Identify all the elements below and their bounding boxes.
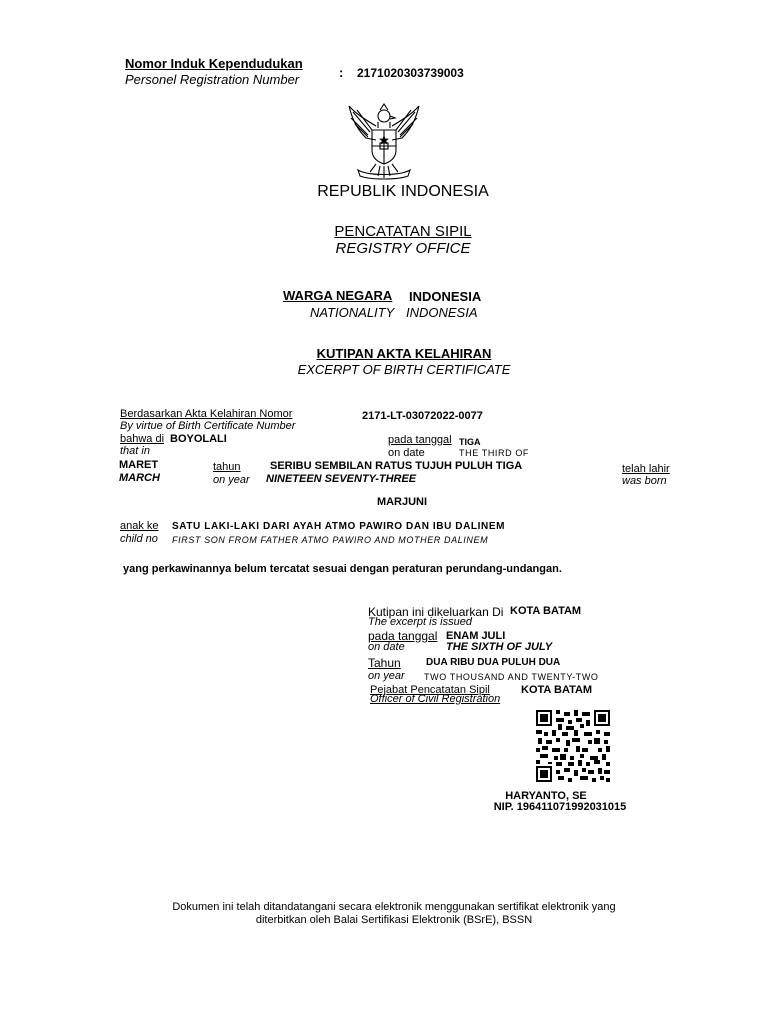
qr-code-icon[interactable]: [536, 710, 610, 782]
birth-month-en: MARCH: [119, 472, 160, 484]
document-title: KUTIPAN AKTA KELAHIRAN: [316, 346, 492, 361]
issue-date: ENAM JULI: [446, 630, 506, 642]
child-label: anak ke: [120, 520, 159, 532]
nik-label: Nomor Induk Kependudukan: [125, 56, 303, 71]
officer-name: HARYANTO, SE: [505, 790, 587, 802]
nationality-value-en: INDONESIA: [406, 305, 478, 320]
nationality-label-en: NATIONALITY: [310, 305, 395, 320]
place-label-en: that in: [120, 445, 150, 457]
office-title: PENCATATAN SIPIL: [334, 223, 472, 240]
footer-line-2: diterbitkan oleh Balai Sertifikasi Elektronik (BSrE), BSSN: [255, 914, 533, 926]
cert-number: 2171-LT-03072022-0077: [362, 410, 483, 422]
issue-year: DUA RIBU DUA PULUH DUA: [426, 657, 561, 668]
officer-label-en: Officer of Civil Registration: [370, 693, 501, 705]
birth-year: SERIBU SEMBILAN RATUS TUJUH PULUH TIGA: [270, 460, 523, 472]
country-title: REPUBLIK INDONESIA: [317, 183, 489, 200]
date-label-en: on date: [388, 447, 425, 459]
office-title-en: REGISTRY OFFICE: [335, 240, 471, 257]
nik-colon: :: [339, 65, 344, 80]
birth-year-en: NINETEEN SEVENTY-THREE: [266, 473, 417, 485]
garuda-emblem-icon: [346, 102, 422, 180]
issue-place: KOTA BATAM: [510, 605, 582, 617]
date-label: pada tanggal: [388, 434, 452, 446]
birth-day-en: THE THIRD OF: [459, 448, 530, 458]
child-name: MARJUNI: [376, 496, 428, 508]
marriage-note: yang perkawinannya belum tercatat sesuai dengan peraturan perundang-undangan.: [123, 563, 562, 575]
nik-value: 2171020303739003: [357, 66, 464, 80]
document-title-en: EXCERPT OF BIRTH CERTIFICATE: [297, 362, 511, 377]
issue-date-en: THE SIXTH OF JULY: [446, 641, 553, 653]
officer-place: KOTA BATAM: [521, 684, 593, 696]
issue-date-label-en: on date: [368, 641, 405, 653]
cert-number-label-en: By virtue of Birth Certificate Number: [120, 420, 296, 432]
officer-nip: NIP. 196411071992031015: [493, 801, 627, 813]
year-label-en: on year: [213, 474, 250, 486]
child-label-en: child no: [120, 533, 158, 545]
issue-date-label: pada tanggal: [368, 629, 438, 643]
birth-place: BOYOLALI: [170, 433, 227, 445]
officer-label: Pejabat Pencatatan Sipil: [370, 684, 490, 696]
nationality-label: WARGA NEGARA: [283, 288, 393, 303]
born-label: telah lahir: [622, 463, 670, 475]
issue-place-label-en: The excerpt is issued: [368, 616, 472, 628]
nationality-value: INDONESIA: [409, 289, 482, 304]
nik-label-en: Personel Registration Number: [125, 72, 300, 87]
birth-day: TIGA: [459, 437, 481, 447]
issue-year-label: Tahun: [368, 656, 401, 670]
child-desc: SATU LAKI-LAKI DARI AYAH ATMO PAWIRO DAN IBU DALINEM: [172, 521, 506, 532]
birth-month: MARET: [119, 459, 159, 471]
born-label-en: was born: [622, 475, 667, 487]
issue-year-label-en: on year: [368, 670, 405, 682]
year-label: tahun: [213, 461, 241, 473]
cert-number-label: Berdasarkan Akta Kelahiran Nomor: [120, 408, 293, 420]
child-desc-en: FIRST SON FROM FATHER ATMO PAWIRO AND MOTHER DALINEM: [172, 535, 489, 545]
issue-year-en: TWO THOUSAND AND TWENTY-TWO: [424, 672, 599, 682]
footer-line-1: Dokumen ini telah ditandatangani secara elektronik menggunakan sertifikat elektronik yang: [172, 901, 616, 913]
issue-place-label: Kutipan ini dikeluarkan Di: [368, 605, 504, 619]
place-label: bahwa di: [120, 433, 165, 445]
